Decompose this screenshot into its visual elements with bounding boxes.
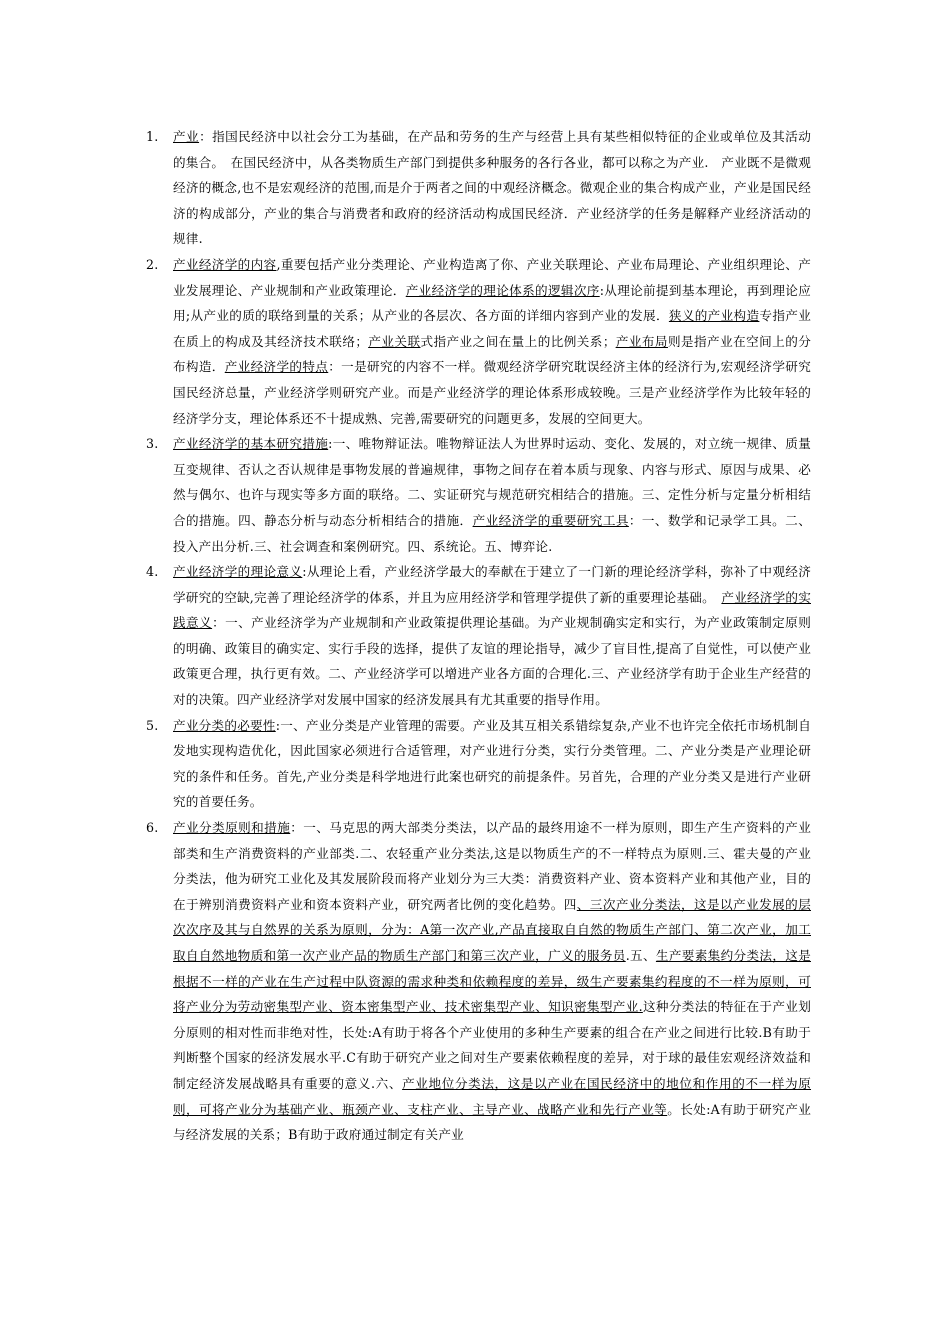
list-item <box>146 815 811 1148</box>
underlined-term: 产业经济学的实践意义 <box>173 589 811 631</box>
underlined-term: 产业经济学的理论意义 <box>173 564 303 580</box>
underlined-term: 产业布局 <box>615 333 668 349</box>
underlined-term: 生产要素集约分类法，这是根据不一样的产业在生产过程中队资源的需求种类和依赖程度的差异，级生产要素集约程度的不一样为原则，可将产业分为劳动密集型产业、资本密集型产业、技术密集型产业、知识密集型产业. <box>173 948 811 1015</box>
item-number: 2. <box>146 256 159 272</box>
underlined-term: 、三次产业分类法，这是以产业发展的层次次序及其与自然界的关系为原则，分为：A第一次产业,产品直接取自自然的物质生产部门、第二次产业，加工取自自然地物质和第一次产业产品的物质生产部门和第三次产业，广义的服务员 <box>173 896 811 963</box>
body-text: 专指产业在质上的构成及其经济技术联络； <box>173 308 811 349</box>
underlined-term: 产业经济学的基本研究措施 <box>173 436 329 452</box>
document-body <box>146 124 811 1148</box>
underlined-term: 产业经济学的特点 <box>224 359 329 375</box>
list-item <box>146 252 811 431</box>
underlined-term: 产业 <box>173 129 200 144</box>
body-text: :从理论前提到基本理论，再到理论应用;从产业的质的联络到量的关系；从产业的各层次、各方面的详细内容到产业的发展． <box>173 282 811 324</box>
body-text: 式指产业之间在量上的比例关系； <box>420 333 616 349</box>
underlined-term: 产业分类的必要性 <box>173 717 276 733</box>
item-number: 1. <box>146 129 159 144</box>
item-number: 6. <box>146 820 159 836</box>
underlined-term: 产业经济学的重要研究工具 <box>472 512 629 528</box>
underlined-term: 产业关联 <box>368 333 421 349</box>
item-number: 5. <box>146 717 159 733</box>
body-text: ：指国民经济中以社会分工为基础，在产品和劳务的生产与经营上具有某些相似特征的企业或单位及其活动的集合。 在国民经济中，从各类物质生产部门到提供多种服务的各行各业，都可以称之为产业. 产业既不是微观经济的概念,也不是宏观经济的范围,而是介于两者之间的中观经济概念。微观企业的集合构成产业，产业是国民经济的构成部分，产业的集合与消费者和政府的经济活动构成国民经济．产业经济学的任务是解释产业经济活动的规律. <box>173 129 812 247</box>
body-text: 。长处:A有助于研究产业与经济发展的关系；B有助于政府通过制定有关产业 <box>173 1101 811 1143</box>
list-item <box>146 124 811 252</box>
body-text: :一、唯物辩证法。唯物辩证法人为世界时运动、变化、发展的，对立统一规律、质量互变规律、否认之否认规律是事物发展的普遍规律，事物之间存在着本质与现象、内容与形式、原因与成果、必然与偶尔、也许与现实等多方面的联络。二、实证研究与规范研究相结合的措施。三、定性分析与定量分析相结合的措施。四、静态分析与动态分析相结合的措施． <box>173 436 811 528</box>
item-number: 3. <box>146 436 159 452</box>
list-item <box>146 713 811 815</box>
body-text: .五、 <box>625 948 656 963</box>
body-text: ：一、产业经济学为产业规制和产业政策提供理论基础。为产业规制确实定和实行，为产业政策制定原则的明确、政策目的确实定、实行手段的选择，提供了友谊的理论指导，减少了盲目性,提高了自觉性，可以使产业政策更合理，执行更有效。二、产业经济学可以增进产业各方面的合理化.三、产业经济学有助于企业生产经营的对的决策。四产业经济学对发展中国家的经济发展具有尤其重要的指导作用。 <box>173 615 811 708</box>
body-text: 这种分类法的特征在于产业划分原则的相对性而非绝对性，长处:A有助于将各个产业使用的多种生产要素的组合在产业之间进行比较.B有助于判断整个国家的经济发展水平.C有助于研究产业之间对生产要素依赖程度的差异，对于球的最佳宏观经济效益和制定经济发展战略具有重要的意义.六、 <box>173 999 811 1091</box>
body-text: ：一是研究的内容不一样。微观经济学研究耽误经济主体的经济行为,宏观经济学研究国民经济总量，产业经济学则研究产业。而是产业经济学的理论体系形成较晚。三是产业经济学作为比较年轻的经济学分支，理论体系还不十提成熟、完善,需要研究的问题更多，发展的空间更大。 <box>173 359 811 426</box>
body-text: ：一、数学和记录学工具。二、投入产出分析.三、社会调查和案例研究。四、系统论。五、博弈论. <box>173 512 811 554</box>
underlined-term: 产业经济学的理论体系的逻辑次序 <box>405 282 600 298</box>
underlined-term: 产业经济学的内容 <box>173 256 277 272</box>
item-number: 4. <box>146 564 159 580</box>
body-text: :从理论上看，产业经济学最大的奉献在于建立了一门新的理论经济学科，弥补了中观经济学研究的空缺,完善了理论经济学的体系，并且为应用经济学和管理学提供了新的重要理论基础。 <box>173 564 811 605</box>
body-text: :一、产业分类是产业管理的需要。产业及其互相关系错综复杂,产业不也许完全依托市场机制自发地实现构造优化，因此国家必须进行合适管理，对产业进行分类，实行分类管理。二、产业分类是产业理论研究的条件和任务。首先,产业分类是科学地进行此案也研究的前提条件。另首先，合理的产业分类又是进行产业研究的首要任务。 <box>173 717 811 810</box>
underlined-term: 产业分类原则和措施 <box>173 820 291 836</box>
list-item <box>146 431 811 559</box>
body-text: ：一、马克思的两大部类分类法，以产品的最终用途不一样为原则，即生产生产资料的产业部类和生产消费资料的产业部类.二、农轻重产业分类法,这是以物质生产的不一样特点为原则.三、霍夫曼的产业分类法，他为研究工业化及其发展阶段而将产业划分为三大类：消费资料产业、资本资料产业和其他产业，目的在于辨别消费资料产业和资本资料产业，研究两者比例的变化趋势。四 <box>173 820 811 912</box>
list-item <box>146 559 811 713</box>
underlined-term: 产业地位分类法，这是以产业在国民经济中的地位和作用的不一样为原则，可将产业分为基础产业、瓶颈产业、支柱产业、主导产业、战略产业和先行产业等 <box>173 1075 812 1117</box>
body-text: ,重要包括产业分类理论、产业构造离了你、产业关联理论、产业布局理论、产业组织理论、产业发展理论、产业规制和产业政策理论． <box>173 256 811 298</box>
body-text: 则是指产业在空间上的分布构造． <box>173 333 812 375</box>
underlined-term: 狭义的产业构造 <box>668 308 760 324</box>
